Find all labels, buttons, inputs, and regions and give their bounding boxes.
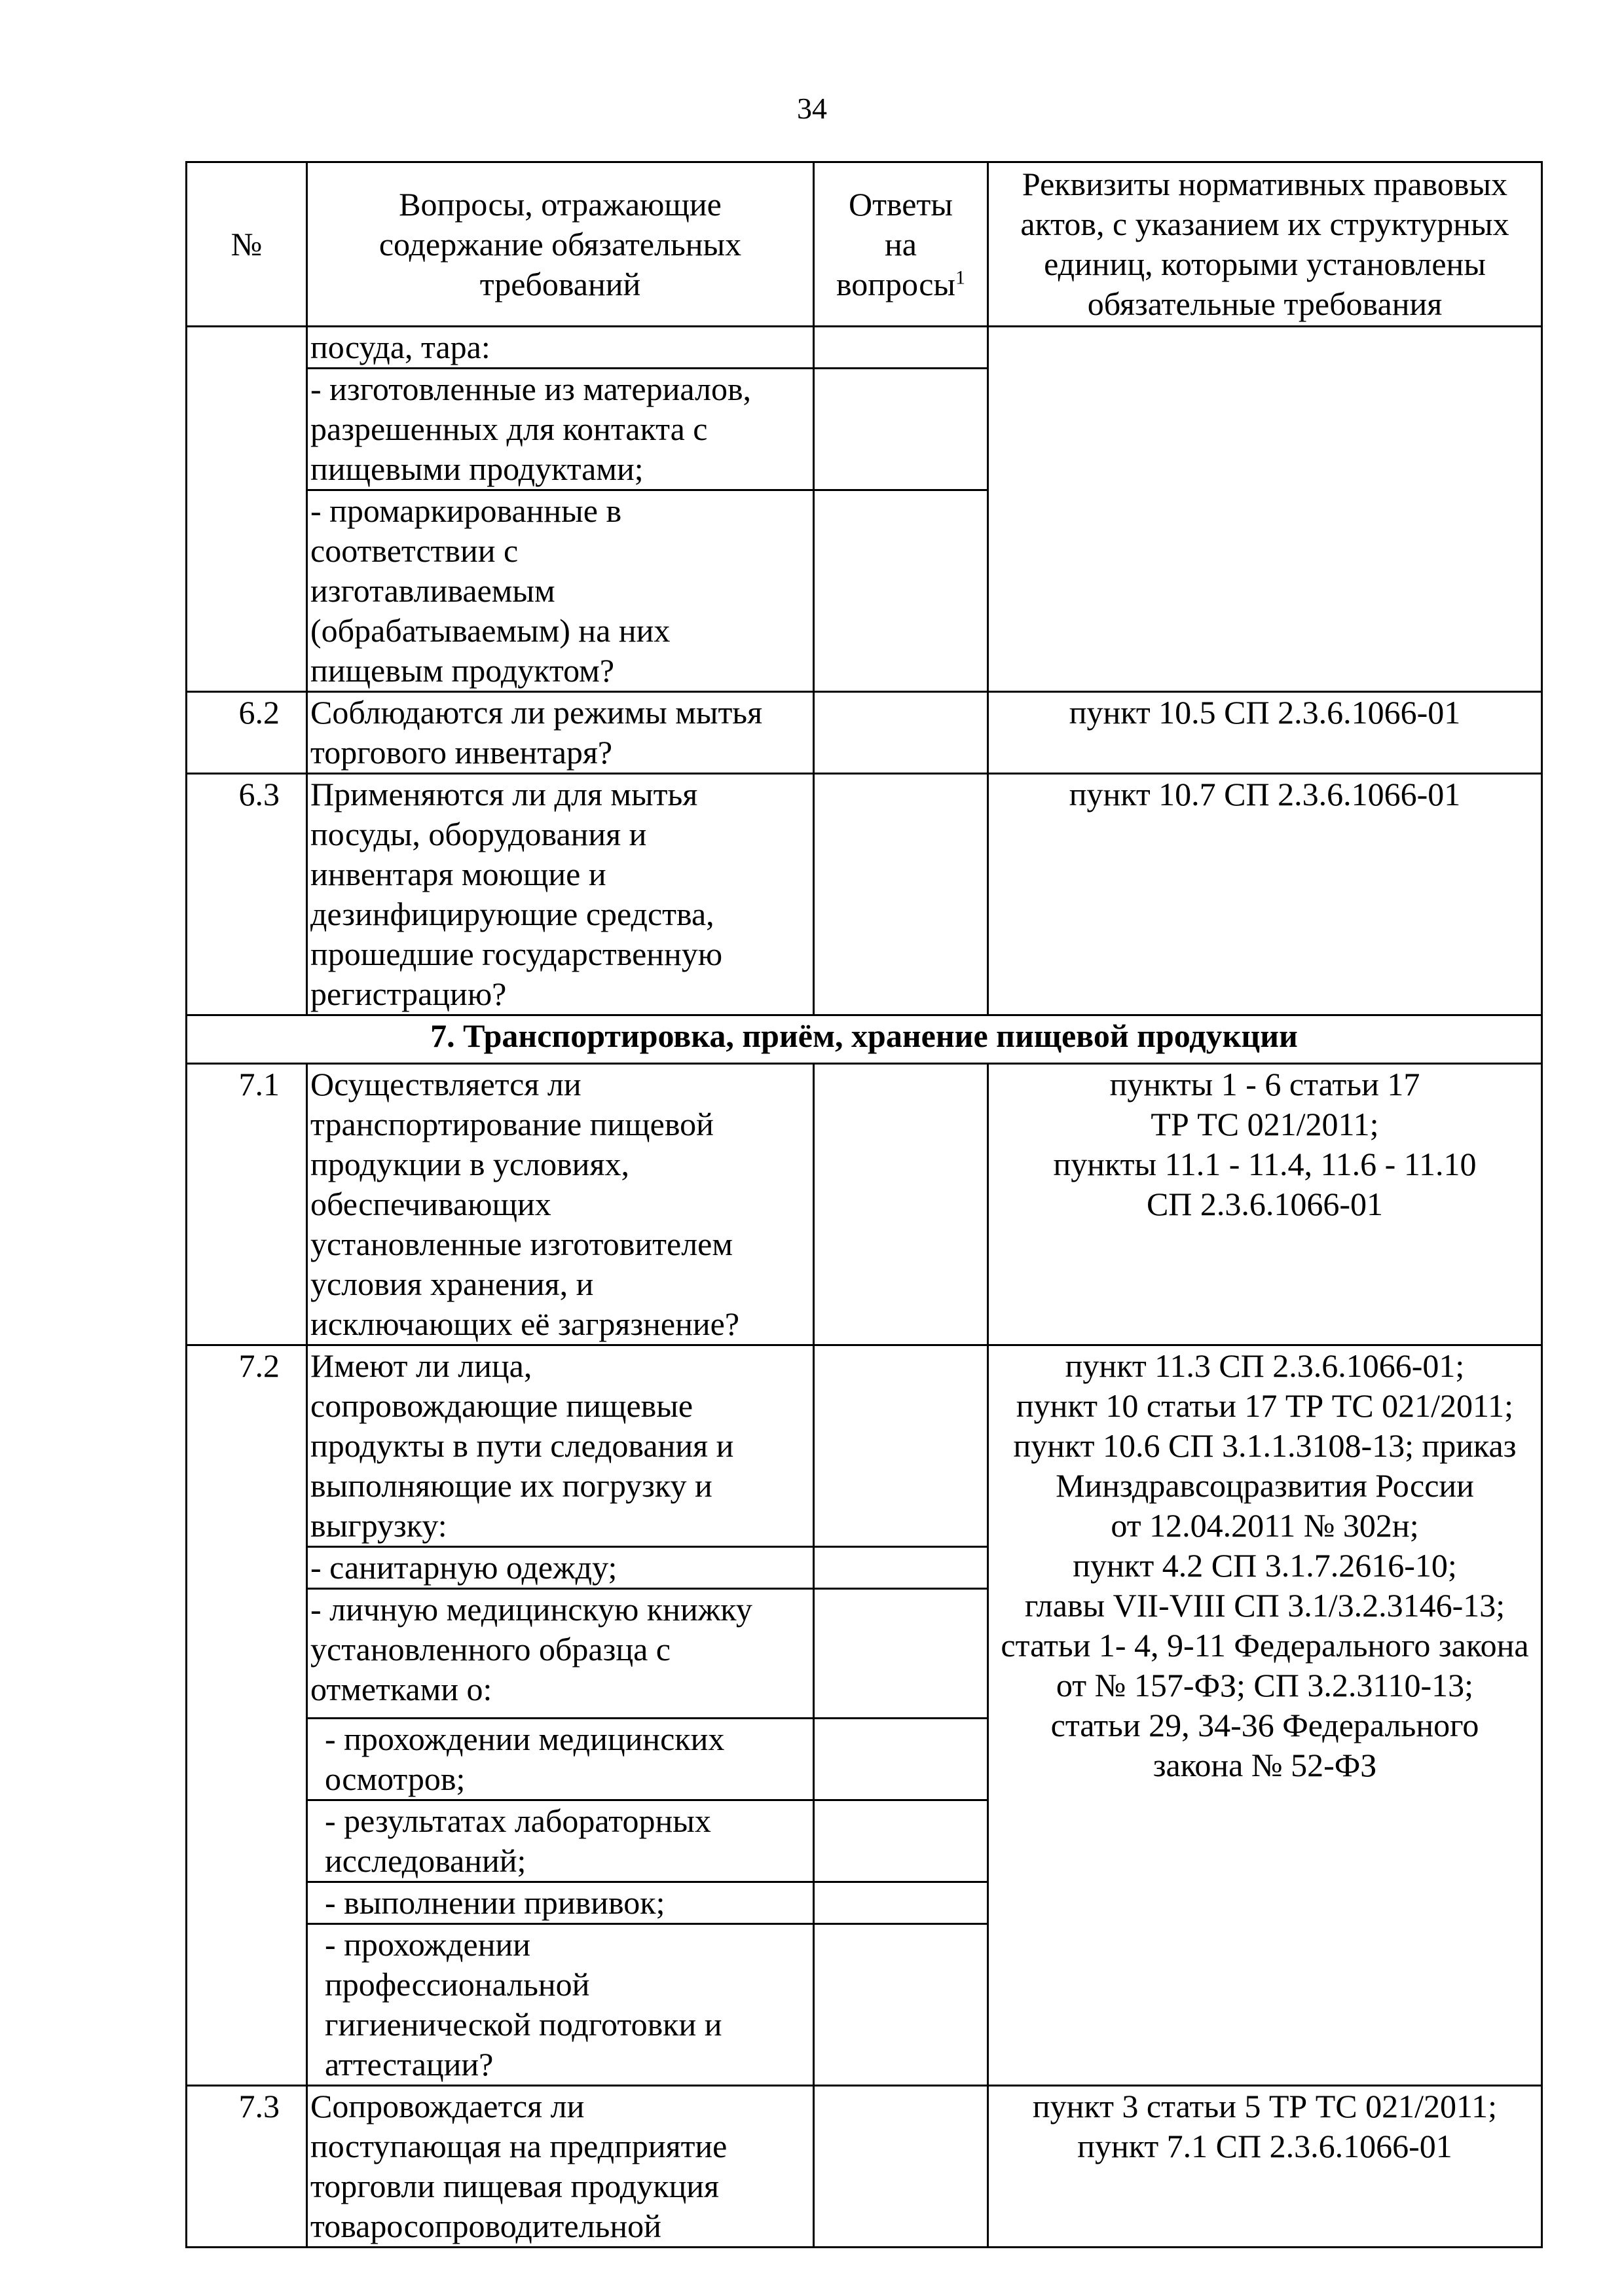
question-cell: - промаркированные в соответствии с изготавливаемым (обрабатываемым) на них пищевым продуктом? xyxy=(307,490,814,692)
requisites-cell: пункт 11.3 СП 2.3.6.1066-01; пункт 10 статьи 17 ТР ТС 021/2011; пункт 10.6 СП 3.1.1.3108-13; приказ Минздравсоцразвития России от 12.04.2011 № 302н; пункт 4.2 СП 3.1.7.2616-10; главы VII-VIII СП 3.1/3.2.3146-13; статьи 1- 4, 9-11 Федерального закона от № 157-ФЗ; СП 3.2.3110-13; статьи 29, 34-36 Федерального закона № 52-ФЗ xyxy=(988,1345,1542,2086)
requisites-cell: пункты 1 - 6 статьи 17 ТР ТС 021/2011; пункты 11.1 - 11.4, 11.6 - 11.10 СП 2.3.6.1066-01 xyxy=(988,1064,1542,1345)
number-cell: 7.3 xyxy=(187,2086,307,2248)
footnote-mark: 1 xyxy=(955,266,966,288)
requisites-cell: пункт 3 статьи 5 ТР ТС 021/2011; пункт 7.1 СП 2.3.6.1066-01 xyxy=(988,2086,1542,2248)
number-cell: 7.2 xyxy=(187,1345,307,2086)
answer-cell[interactable] xyxy=(814,1547,988,1589)
question-cell: - личную медицинскую книжку установленного образца с отметками о: xyxy=(307,1589,814,1719)
requisites-cell xyxy=(988,327,1542,692)
table-row xyxy=(187,2086,1542,2248)
answer-cell[interactable] xyxy=(814,1064,988,1345)
question-cell: - выполнении прививок; xyxy=(307,1882,814,1924)
answer-cell[interactable] xyxy=(814,2086,988,2248)
answer-cell[interactable] xyxy=(814,1924,988,2086)
question-cell: - прохождении профессиональной гигиенической подготовки и аттестации? xyxy=(307,1924,814,2086)
requirements-table xyxy=(185,161,1543,2248)
question-cell: - результатах лабораторных исследований; xyxy=(307,1800,814,1882)
question-cell: Соблюдаются ли режимы мытья торгового инвентаря? xyxy=(307,692,814,774)
answer-cell[interactable] xyxy=(814,490,988,692)
table-header-row xyxy=(187,162,1542,327)
question-cell: - изготовленные из материалов, разрешенных для контакта с пищевыми продуктами; xyxy=(307,369,814,490)
number-cell xyxy=(187,327,307,692)
question-cell: Сопровождается ли поступающая на предприятие торговли пищевая продукция товаросопроводительной xyxy=(307,2086,814,2248)
question-cell: - прохождении медицинских осмотров; xyxy=(307,1719,814,1800)
question-cell: Применяются ли для мытья посуды, оборудования и инвентаря моющие и дезинфицирующие средства, прошедшие государственную регистрацию? xyxy=(307,774,814,1015)
answer-cell[interactable] xyxy=(814,1882,988,1924)
question-cell: Осуществляется ли транспортирование пищевой продукции в условиях, обеспечивающих установленные изготовителем условия хранения, и исключающих её загрязнение? xyxy=(307,1064,814,1345)
question-cell: Имеют ли лица, сопровождающие пищевые продукты в пути следования и выполняющие их погрузку и выгрузку: xyxy=(307,1345,814,1547)
page-number: 34 xyxy=(797,92,827,125)
table-row xyxy=(187,327,1542,369)
requisites-cell: пункт 10.5 СП 2.3.6.1066-01 xyxy=(988,692,1542,774)
question-cell: - санитарную одежду; xyxy=(307,1547,814,1589)
header-requisites: Реквизиты нормативных правовых актов, с указанием их структурных единиц, которыми установлены обязательные требования xyxy=(988,162,1542,327)
header-number: № xyxy=(187,162,307,327)
answer-cell[interactable] xyxy=(814,774,988,1015)
answer-cell[interactable] xyxy=(814,692,988,774)
number-cell: 7.1 xyxy=(187,1064,307,1345)
question-cell: посуда, тара: xyxy=(307,327,814,369)
number-cell: 6.2 xyxy=(187,692,307,774)
answer-cell[interactable] xyxy=(814,327,988,369)
table-row xyxy=(187,1064,1542,1345)
answer-cell[interactable] xyxy=(814,1800,988,1882)
requisites-cell: пункт 10.7 СП 2.3.6.1066-01 xyxy=(988,774,1542,1015)
table-row xyxy=(187,1345,1542,1547)
answer-cell[interactable] xyxy=(814,1345,988,1547)
answer-cell[interactable] xyxy=(814,369,988,490)
number-cell: 6.3 xyxy=(187,774,307,1015)
table-row xyxy=(187,774,1542,1015)
answer-cell[interactable] xyxy=(814,1589,988,1719)
header-question: Вопросы, отражающие содержание обязательных требований xyxy=(307,162,814,327)
section-title: 7. Транспортировка, приём, хранение пищевой продукции xyxy=(187,1015,1542,1064)
table-row xyxy=(187,692,1542,774)
header-answer: Ответы на вопросы$^1$ xyxy=(814,162,988,327)
section-row xyxy=(187,1015,1542,1064)
answer-cell[interactable] xyxy=(814,1719,988,1800)
